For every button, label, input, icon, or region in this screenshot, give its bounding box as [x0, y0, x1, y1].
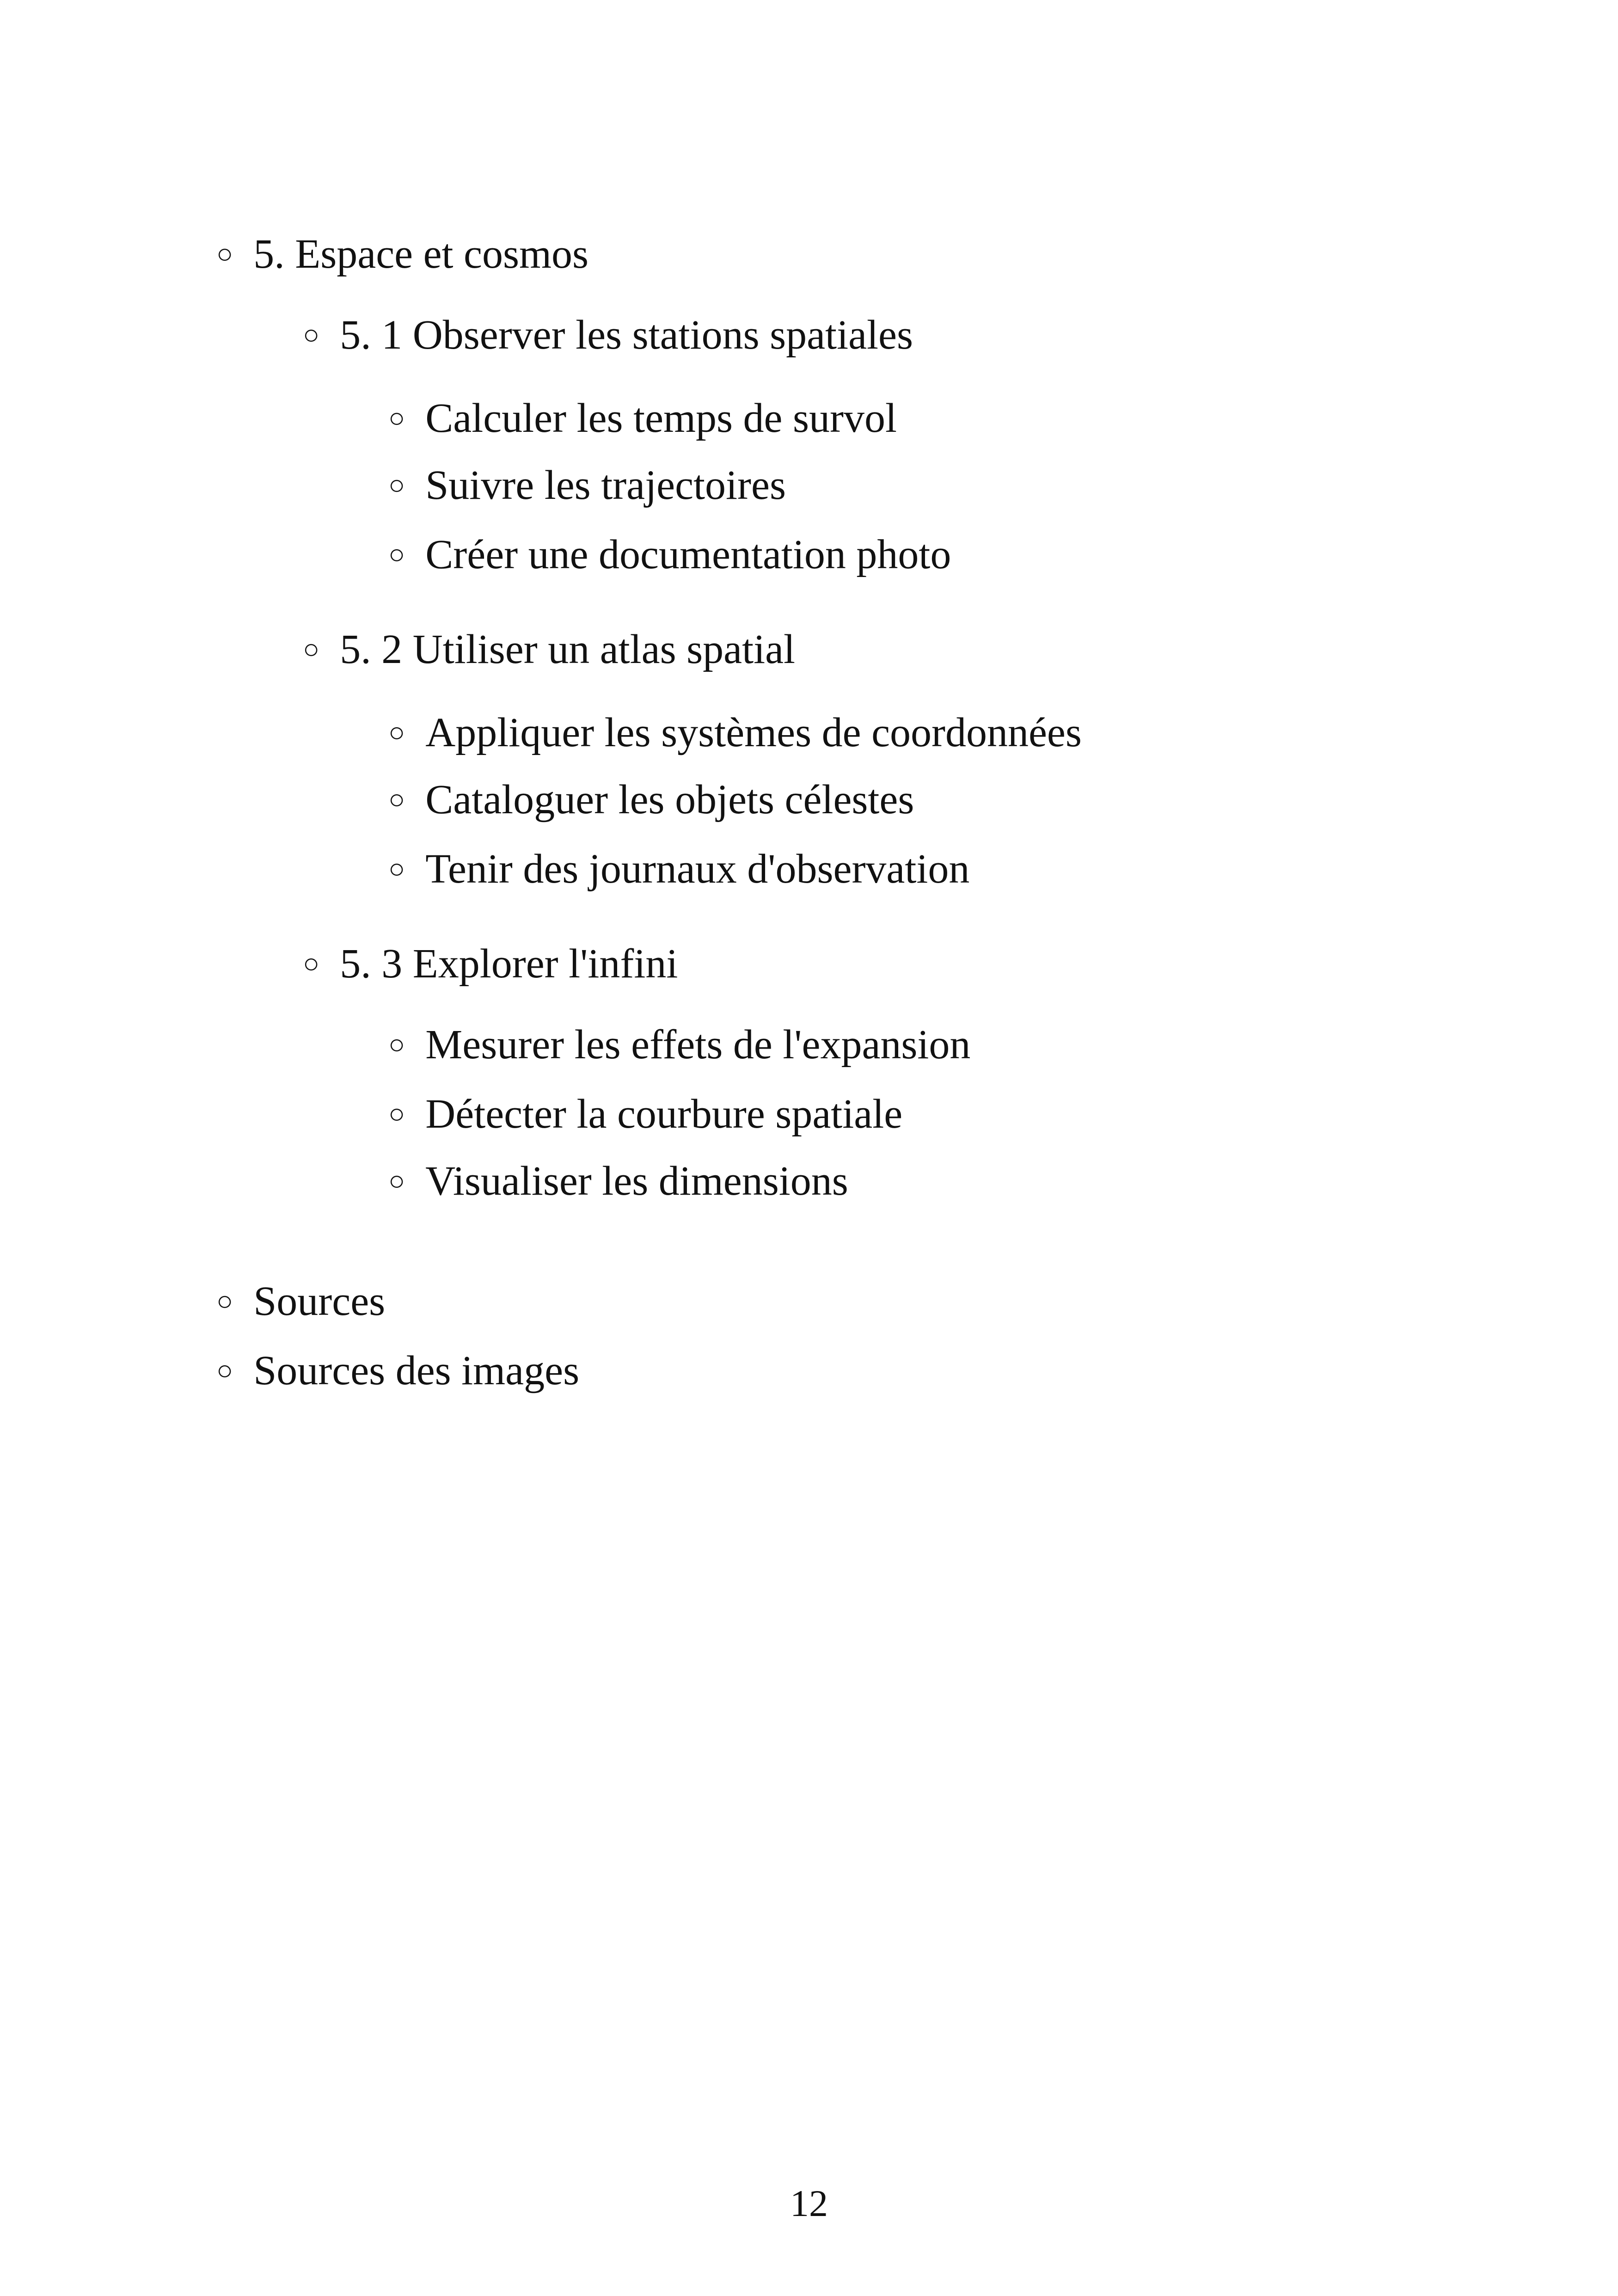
circle-bullet-icon: ○	[216, 1286, 233, 1316]
toc-entry-section-5[interactable]	[216, 233, 588, 275]
toc-entry-label: 5. Espace et cosmos	[253, 231, 589, 277]
circle-bullet-icon: ○	[388, 717, 405, 748]
toc-entry-5-2[interactable]	[303, 626, 796, 672]
toc-entry-label: Sources des images	[253, 1348, 580, 1394]
toc-entry-label: 5. 2 Utiliser un atlas spatial	[340, 626, 796, 672]
toc-entry-label: Détecter la courbure spatiale	[425, 1091, 903, 1137]
toc-entry-label: Calculer les temps de survol	[425, 395, 897, 441]
circle-bullet-icon: ○	[388, 539, 405, 570]
circle-bullet-icon: ○	[388, 1166, 405, 1196]
toc-entry-5-2-item-1[interactable]	[388, 712, 1082, 754]
toc-entry-label: Tenir des journaux d'observation	[425, 846, 970, 892]
toc-entry-label: Sources	[253, 1278, 386, 1324]
circle-bullet-icon: ○	[303, 634, 320, 664]
toc-entry-label: Appliquer les systèmes de coordonnées	[425, 710, 1082, 755]
toc-entry-label: Créer une documentation photo	[425, 532, 951, 577]
page-number: 12	[790, 2182, 828, 2224]
toc-entry-5-3[interactable]	[303, 943, 678, 985]
toc-entry-label: Suivre les trajectoires	[425, 462, 786, 508]
toc-entry-5-1[interactable]	[303, 314, 913, 356]
circle-bullet-icon: ○	[388, 853, 405, 884]
toc-entry-5-3-item-3[interactable]	[388, 1160, 848, 1202]
circle-bullet-icon: ○	[388, 1099, 405, 1129]
toc-entry-5-3-item-1[interactable]	[388, 1024, 970, 1066]
circle-bullet-icon: ○	[388, 1029, 405, 1060]
toc-entry-label: Visualiser les dimensions	[425, 1158, 848, 1204]
circle-bullet-icon: ○	[303, 948, 320, 979]
toc-entry-sources[interactable]	[216, 1278, 386, 1324]
circle-bullet-icon: ○	[216, 1355, 233, 1386]
toc-entry-5-1-item-3[interactable]	[388, 534, 951, 576]
circle-bullet-icon: ○	[388, 470, 405, 500]
toc-entry-5-1-item-2[interactable]	[388, 462, 786, 508]
circle-bullet-icon: ○	[216, 239, 233, 269]
toc-entry-5-2-item-2[interactable]	[388, 779, 914, 821]
toc-entry-label: 5. 3 Explorer l'infini	[340, 941, 678, 987]
circle-bullet-icon: ○	[303, 319, 320, 350]
circle-bullet-icon: ○	[388, 784, 405, 815]
toc-entry-5-1-item-1[interactable]	[388, 395, 897, 441]
toc-entry-5-3-item-2[interactable]	[388, 1093, 902, 1135]
toc-entry-label: Cataloguer les objets célestes	[425, 777, 914, 823]
circle-bullet-icon: ○	[388, 403, 405, 433]
toc-entry-image-sources[interactable]	[216, 1350, 579, 1392]
toc-entry-5-2-item-3[interactable]	[388, 848, 969, 890]
toc-entry-label: 5. 1 Observer les stations spatiales	[340, 312, 913, 358]
toc-entry-label: Mesurer les effets de l'expansion	[425, 1022, 971, 1068]
